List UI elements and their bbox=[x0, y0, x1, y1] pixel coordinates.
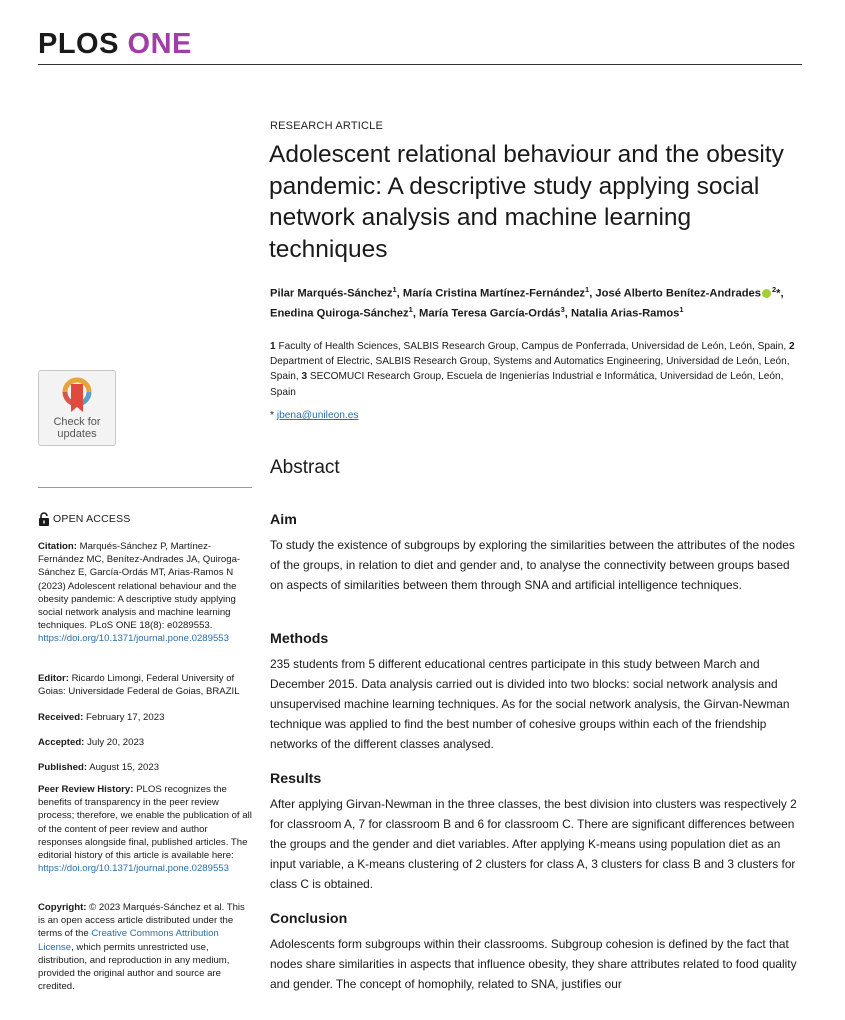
author-affil-sup: 3 bbox=[560, 304, 565, 314]
affil-num: 1 bbox=[270, 341, 276, 352]
abstract-heading: Abstract bbox=[270, 457, 340, 478]
copyright-label: Copyright: bbox=[38, 902, 87, 913]
accepted-block bbox=[38, 736, 253, 749]
author-affil-sup: 1 bbox=[679, 304, 684, 314]
author-name[interactable]: María Teresa García-Ordás bbox=[419, 307, 561, 320]
editor-text: Ricardo Limongi, Federal University of Goias: Universidade Federal de Goias, BRAZIL bbox=[38, 673, 240, 698]
logo-plos: PLOS bbox=[38, 28, 119, 60]
accepted-label: Accepted: bbox=[38, 737, 85, 748]
methods-heading: Methods bbox=[270, 631, 329, 647]
conclusion-heading: Conclusion bbox=[270, 911, 348, 927]
accepted-date: July 20, 2023 bbox=[87, 737, 145, 748]
corresponding-star: * bbox=[776, 287, 781, 300]
logo-one: ONE bbox=[127, 28, 192, 60]
affil-num: 3 bbox=[301, 371, 308, 383]
peer-review-link[interactable]: https://doi.org/10.1371/journal.pone.0289553 bbox=[38, 863, 229, 875]
badge-line2: updates bbox=[57, 428, 97, 440]
copyright-block bbox=[38, 901, 253, 993]
header-divider bbox=[38, 64, 802, 65]
copyright-text: © 2023 Marqués-Sánchez et al. This is an open access article distributed under the terms of the bbox=[38, 902, 245, 940]
badge-line1: Check for bbox=[53, 416, 101, 428]
check-for-updates-badge[interactable] bbox=[38, 370, 116, 446]
author-name[interactable]: José Alberto Benítez-Andrades bbox=[595, 287, 761, 300]
affil-num: 2 bbox=[789, 341, 795, 352]
received-label: Received: bbox=[38, 712, 84, 723]
author-affil-sup: 1 bbox=[585, 285, 590, 294]
journal-logo bbox=[38, 28, 192, 61]
open-access-label: OPEN ACCESS bbox=[53, 513, 131, 525]
author-affil-sup: 1 bbox=[392, 285, 397, 294]
copyright-text-2: , which permits unrestricted use, distribution, and reproduction in any medium, provided the original author and source are credited. bbox=[38, 941, 230, 993]
author-name[interactable]: María Cristina Martínez-Fernández bbox=[402, 287, 586, 300]
author-name[interactable]: Natalia Arias-Ramos bbox=[571, 307, 680, 320]
peer-review-text: PLOS recognizes the benefits of transparency in the peer review process; therefore, we enable the publication of all of the content of peer review and author responses alongside final, published articles. The editorial history of this article is available here: bbox=[38, 784, 252, 862]
received-date: February 17, 2023 bbox=[86, 712, 165, 723]
open-access bbox=[38, 512, 130, 526]
published-block bbox=[38, 761, 253, 774]
results-heading: Results bbox=[270, 771, 322, 787]
citation-label: Citation: bbox=[38, 541, 77, 552]
orcid-icon[interactable] bbox=[762, 289, 771, 298]
license-link[interactable]: Creative Commons Attribution License bbox=[38, 928, 219, 953]
affil-text: Department of Electric, SALBIS Research Group, Systems and Automatics Engineering, Universidad de León, León, Spain, bbox=[270, 356, 790, 383]
aim-text: To study the existence of subgroups by exploring the similarities between the attributes of the nodes of the groups, in relation to diet and gender and, to analyse the connectivity between groups based on aspects of similarities between them through SNA and artificial intelligence techniques. bbox=[270, 538, 795, 592]
citation-text: Marqués-Sánchez P, Martínez-Fernández MC, Benítez-Andrades JA, Quiroga-Sánchez E, García-Ordás MT, Arias-Ramos N (2023) Adolescent relational behaviour and the obesity pandemic: A descriptive study applying social network analysis and machine learning techniques. PLoS ONE 18(8): e0289553. bbox=[38, 541, 241, 632]
conclusion-text: Adolescents form subgroups within their classrooms. Subgroup cohesion is defined by the fact that nodes share similarities in aspects that influence obesity, they share attributes related to food quality and gender. The concept of homophily, related to SNA, justifies our bbox=[270, 937, 797, 991]
affiliations bbox=[270, 339, 805, 400]
received-block bbox=[38, 711, 253, 724]
aim-heading: Aim bbox=[270, 512, 297, 528]
article-type: RESEARCH ARTICLE bbox=[270, 120, 384, 132]
author-affil-sup: 2 bbox=[772, 285, 777, 294]
sidebar-divider bbox=[38, 487, 252, 488]
article-title: Adolescent relational behaviour and the obesity pandemic: A descriptive study applying social network analysis and machine learning techniques bbox=[269, 141, 784, 263]
corresponding-email bbox=[270, 410, 359, 421]
email-link[interactable]: jbena@unileon.es bbox=[276, 410, 359, 421]
editor-label: Editor: bbox=[38, 673, 69, 684]
affil-text: Faculty of Health Sciences, SALBIS Research Group, Campus de Ponferrada, Universidad de León, León, Spain, bbox=[278, 341, 787, 352]
email-star: * bbox=[270, 410, 274, 421]
results-text: After applying Girvan-Newman in the three classes, the best division into clusters was respectively 2 for classroom A, 7 for classroom B and 6 for classroom C. There are significant differences between the groups and the gender and diet variables. After applying K-means using population diet as an input variable, a K-means clustering of 2 clusters for class A, 3 clusters for class B and 3 clusters for class C is obtained. bbox=[270, 797, 797, 891]
peer-review-block bbox=[38, 783, 253, 875]
author-name[interactable]: Pilar Marqués-Sánchez bbox=[270, 287, 393, 300]
author-list: Pilar Marqués-Sánchez$^1$, María Cristina Martínez-Fernández$^1$, José Alberto Benítez-Andrades $^2$*, Enedina Quiroga-Sánchez$^1$, María Teresa García-Ordás$^3$, Natalia Arias-Ramos$^1$ bbox=[270, 285, 784, 320]
published-date: August 15, 2023 bbox=[89, 762, 160, 773]
check-updates-icon bbox=[61, 376, 93, 414]
citation-doi-link[interactable]: https://doi.org/10.1371/journal.pone.0289553 bbox=[38, 633, 229, 645]
published-label: Published: bbox=[38, 762, 88, 773]
peer-review-label: Peer Review History: bbox=[38, 784, 134, 795]
affil-text: SECOMUCI Research Group, Escuela de Ingenierías Industrial e Informática, Universidad de León, León, Spain bbox=[270, 371, 784, 398]
methods-text: 235 students from 5 different educational centres participate in this study between March and December 2015. Data analysis carried out is divided into two blocks: social network analysis and unsupervised machine learning techniques. As for the social network analysis, the Girvan-Newman technique was applied to find the best number of cohesive groups within each of the friendship networks of the different classes analysed. bbox=[270, 657, 790, 751]
author-name[interactable]: Enedina Quiroga-Sánchez bbox=[270, 307, 409, 320]
editor-block bbox=[38, 672, 253, 698]
citation-block bbox=[38, 540, 253, 646]
author-affil-sup: 1 bbox=[408, 304, 413, 314]
open-lock-icon bbox=[38, 512, 50, 526]
